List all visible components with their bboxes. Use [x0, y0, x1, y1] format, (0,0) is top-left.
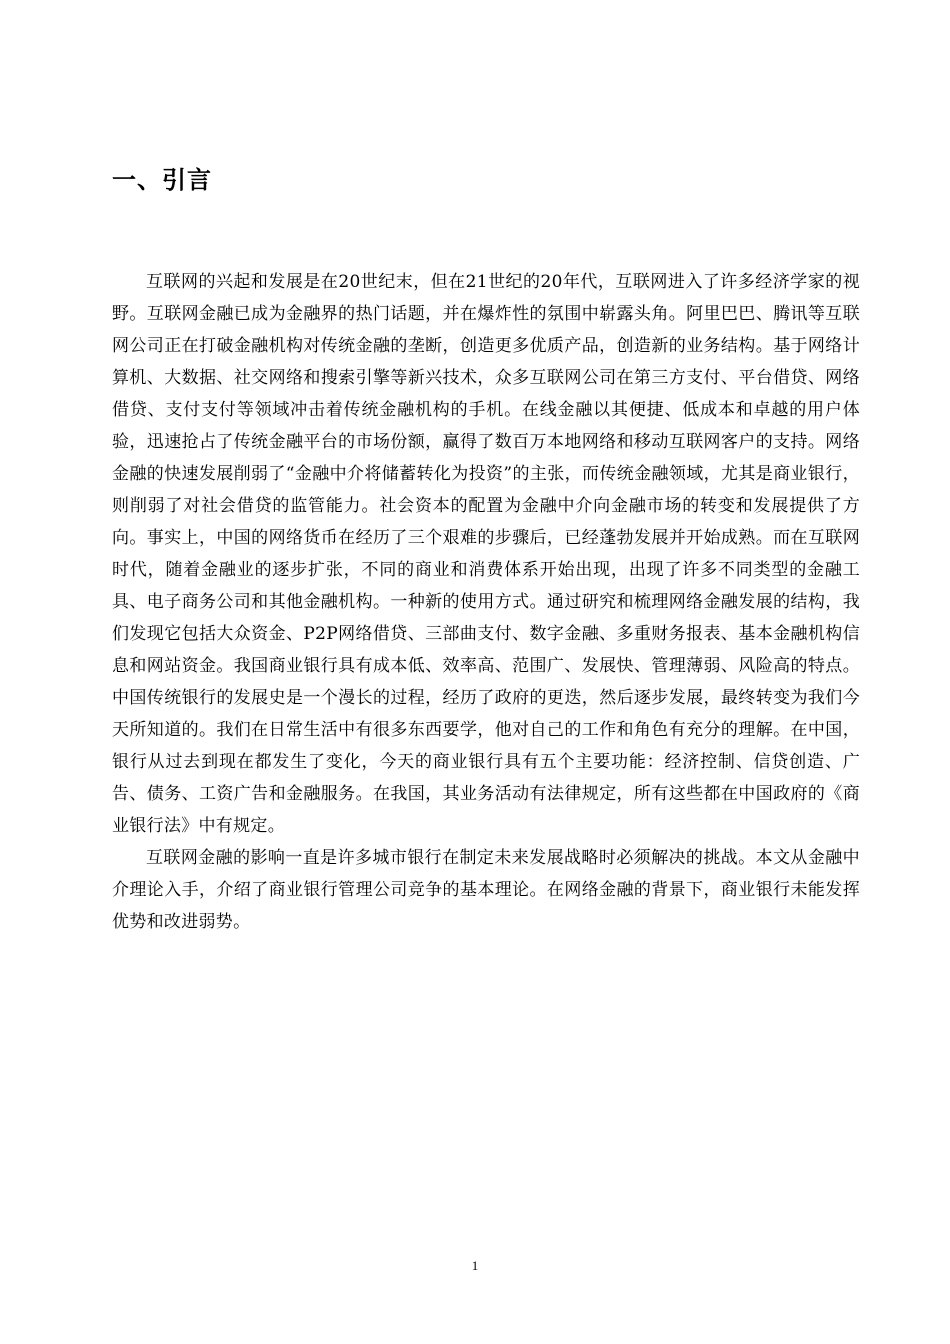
- page-number: 1: [471, 1258, 479, 1273]
- paragraph-1: 互联网的兴起和发展是在20世纪末，但在21世纪的20年代，互联网进入了许多经济学家的视野。互联网金融已成为金融界的热门话题，并在爆炸性的氛围中崭露头角。阿里巴巴、腾讯等互联网公司正在打破金融机构对传统金融的垄断，创造更多优质产品，创造新的业务结构。基于网络计算机、大数据、社交网络和搜索引擎等新兴技术，众多互联网公司在第三方支付、平台借贷、网络借贷、支付支付等领域冲击着传统金融机构的手机。在线金融以其便捷、低成本和卓越的用户体验，迅速抢占了传统金融平台的市场份额，赢得了数百万本地网络和移动互联网客户的支持。网络金融的快速发展削弱了“金融中介将储蓄转化为投资”的主张，而传统金融领域，尤其是商业银行，则削弱了对社会借贷的监管能力。社会资本的配置为金融中介向金融市场的转变和发展提供了方向。事实上，中国的网络货币在经历了三个艰难的步骤后，已经蓬勃发展并开始成熟。而在互联网时代，随着金融业的逐步扩张，不同的商业和消费体系开始出现，出现了许多不同类型的金融工具、电子商务公司和其他金融机构。一种新的使用方式。通过研究和梳理网络金融发展的结构，我们发现它包括大众资金、P2P网络借贷、三部曲支付、数字金融、多重财务报表、基本金融机构信息和网站资金。我国商业银行具有成本低、效率高、范围广、发展快、管理薄弱、风险高的特点。中国传统银行的发展史是一个漫长的过程，经历了政府的更迭，然后逐步发展，最终转变为我们今天所知道的。我们在日常生活中有很多东西要学，他对自己的工作和角色有充分的理解。在中国，银行从过去到现在都发生了变化，今天的商业银行具有五个主要功能：经济控制、信贷创造、广告、债务、工资广告和金融服务。在我国，其业务活动有法律规定，所有这些都在中国政府的《商业银行法》中有规定。: [112, 272, 860, 836]
- paragraph-2: 互联网金融的影响一直是许多城市银行在制定未来发展战略时必须解决的挑战。本文从金融中介理论入手，介绍了商业银行管理公司竞争的基本理论。在网络金融的背景下，商业银行未能发挥优势和改进弱势。: [112, 848, 860, 932]
- body-text: [112, 266, 860, 938]
- section-heading: 一、引言: [112, 166, 212, 194]
